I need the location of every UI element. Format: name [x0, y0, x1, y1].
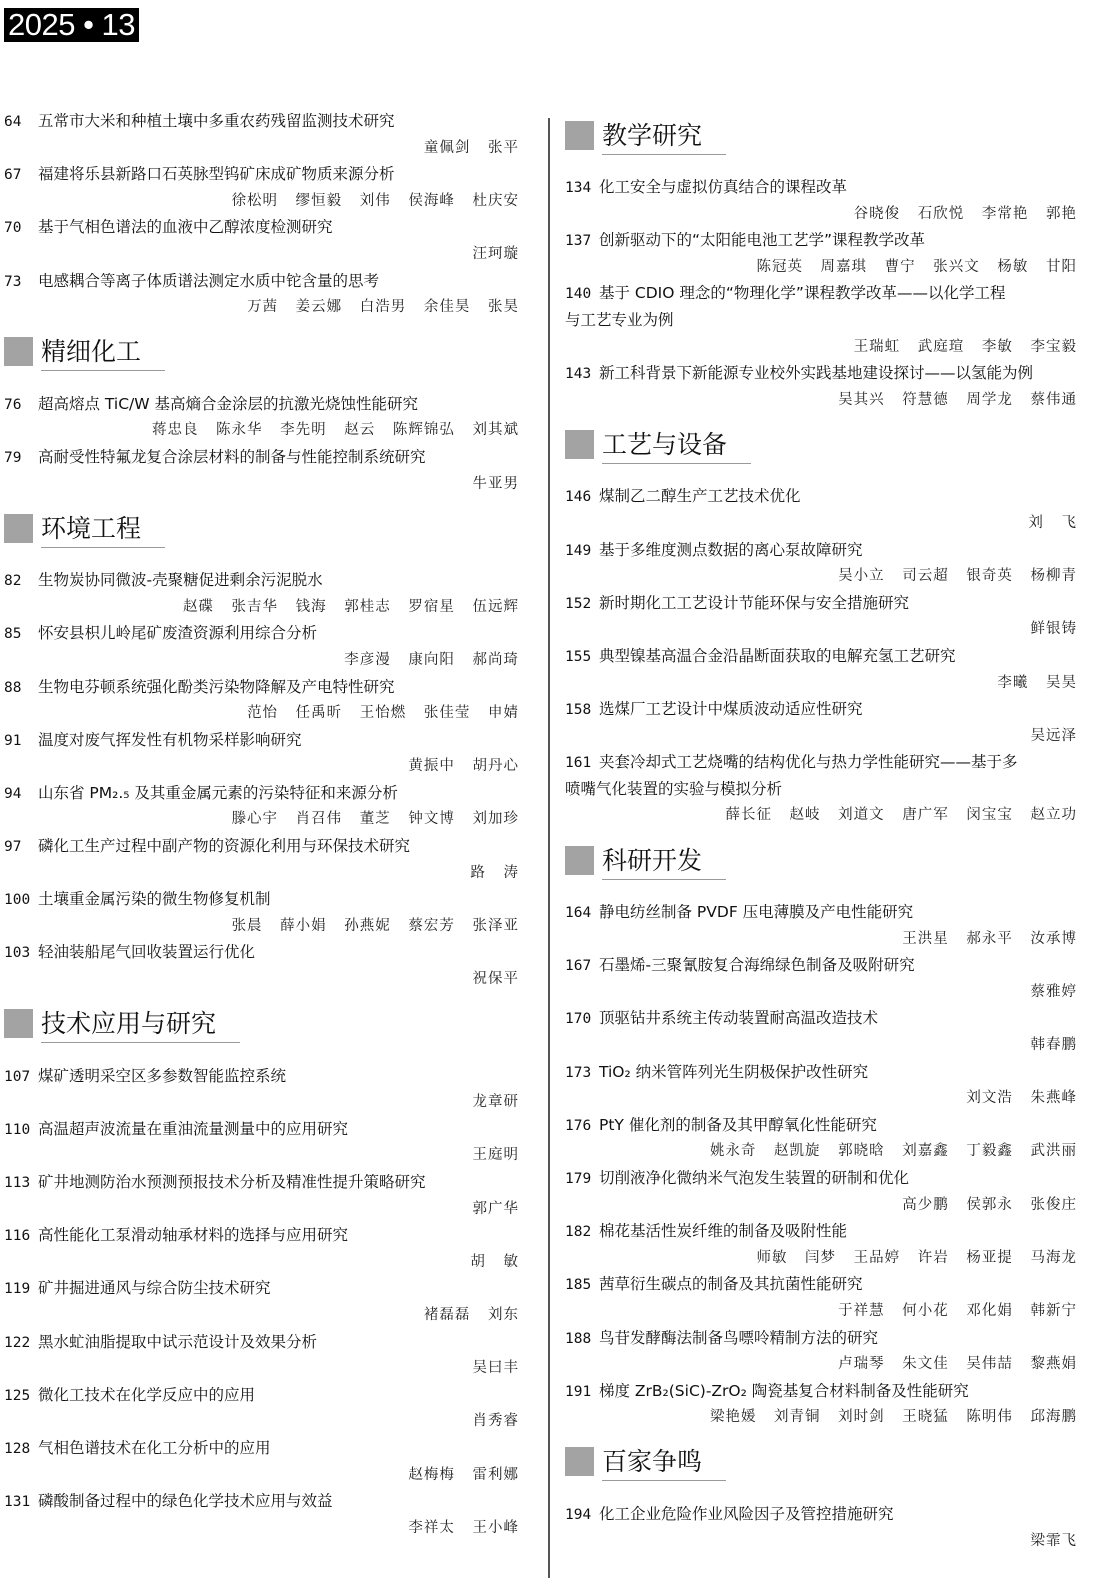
article-title-line: [4, 108, 519, 135]
article-title[interactable]: 高耐受性特氟龙复合涂层材料的制备与性能控制系统研究: [38, 447, 426, 466]
article-authors: 吴其兴 符慧德 周学龙 蔡伟通: [838, 391, 1077, 408]
page-number: 188: [565, 1330, 592, 1347]
article-authors: 吴远泽: [1030, 727, 1077, 744]
article-title[interactable]: 矿井掘进通风与综合防尘技术研究: [38, 1279, 271, 1298]
article-title[interactable]: 电感耦合等离子体质谱法测定水质中铊含量的思考: [38, 271, 380, 290]
section-title: 技术应用与研究: [41, 1004, 240, 1043]
article-title-line: [4, 1382, 519, 1409]
article-authors: 梁艳媛 刘青铜 刘时剑 王晓猛 陈明伟 邱海鹏: [709, 1409, 1077, 1426]
article-title[interactable]: 基于 CDIO 理念的“物理化学”课程教学改革——以化学工程: [599, 284, 1006, 303]
article-title[interactable]: 高性能化工泵滑动轴承材料的选择与应用研究: [38, 1226, 349, 1245]
section-marker: [565, 430, 594, 459]
article-authors: 童佩剑 张平: [423, 139, 519, 156]
article-title[interactable]: 黑水虻油脂提取中试示范设计及效果分析: [38, 1332, 318, 1351]
section-title: 精细化工: [41, 332, 165, 371]
article-title[interactable]: 轻油装船尾气回收装置运行优化: [38, 943, 256, 962]
article-entry[interactable]: [4, 939, 519, 992]
article-title-line: [4, 780, 519, 807]
page-number: 164: [565, 905, 592, 922]
article-title[interactable]: 梯度 ZrB₂(SiC)-ZrO₂ 陶瓷基复合材料制备及性能研究: [599, 1381, 969, 1400]
page-number: 191: [565, 1383, 592, 1400]
article-title[interactable]: PtY 催化剂的制备及其甲醇氧化性能研究: [599, 1115, 877, 1134]
page-number: 79: [4, 449, 22, 466]
article-authors: 刘文浩 朱燕峰: [966, 1090, 1077, 1107]
article-title[interactable]: 化工安全与虚拟仿真结合的课程改革: [599, 178, 848, 196]
article-title-line: [4, 444, 519, 471]
article-authors: 黄振中 胡丹心: [408, 758, 519, 775]
article-title-line: [565, 1165, 1077, 1192]
article-title-line: [4, 1488, 519, 1515]
page-number: 64: [4, 114, 22, 130]
article-title-line: [4, 268, 519, 295]
article-title-line: [4, 727, 519, 754]
article-entry[interactable]: [565, 360, 1077, 413]
section-title: 环境工程: [41, 509, 165, 548]
page-number: 119: [4, 1281, 31, 1298]
article-title-line: [565, 360, 1077, 387]
article-authors: 牛亚男: [472, 475, 519, 492]
article-entry[interactable]: [4, 161, 519, 214]
article-title[interactable]: 顶驱钻井系统主传动装置耐高温改造技术: [599, 1009, 879, 1028]
article-entry[interactable]: [565, 1165, 1077, 1218]
article-authors: 龙章研: [472, 1094, 519, 1111]
section-marker: [565, 846, 594, 875]
article-title[interactable]: 化工企业危险作业风险因子及管控措施研究: [599, 1504, 894, 1523]
article-authors: 梁霏飞: [1030, 1532, 1077, 1549]
article-authors: 姚永奇 赵凯旋 郭晓晗 刘嘉鑫 丁毅鑫 武洪丽: [709, 1143, 1077, 1160]
page-number: 113: [4, 1175, 31, 1191]
article-entry[interactable]: [4, 1116, 519, 1169]
article-authors: 滕心宇 肖召伟 董芝 钟文博 刘加珍: [231, 811, 519, 828]
article-entry[interactable]: [4, 1435, 519, 1488]
article-authors: 徐松明 缪恒毅 刘伟 侯海峰 杜庆安: [231, 192, 519, 209]
article-title[interactable]: 鸟苷发酵酶法制备鸟嘌呤精制方法的研究: [599, 1328, 879, 1347]
article-authors: 薛长征 赵岐 刘道文 唐广军 闵宝宝 赵立功: [725, 807, 1077, 824]
page-number: 155: [565, 648, 592, 665]
article-title[interactable]: 矿井地测防治水预测预报技术分析及精准性提升策略研究: [38, 1173, 426, 1191]
article-entry[interactable]: [565, 952, 1077, 1005]
page-number: 128: [4, 1440, 31, 1457]
article-title[interactable]: 五常市大米和种植土壤中多重农药残留监测技术研究: [38, 112, 395, 130]
article-authors: 李祥太 王小峰: [408, 1519, 519, 1536]
article-title-line: [565, 1112, 1077, 1139]
page-number: 152: [565, 595, 592, 612]
article-title[interactable]: 基于气相色谱法的血液中乙醇浓度检测研究: [38, 218, 333, 237]
page-number: 149: [565, 542, 592, 559]
page-number: 110: [4, 1121, 31, 1138]
page-number: 91: [4, 732, 22, 749]
article-entry[interactable]: [565, 1112, 1077, 1165]
section-header: [4, 993, 519, 1055]
page-number: 94: [4, 785, 22, 802]
section-marker: [4, 514, 33, 543]
right-column: [565, 104, 1077, 1554]
page-number: 100: [4, 892, 31, 909]
article-entry[interactable]: [565, 1218, 1077, 1271]
page-number: 116: [4, 1228, 31, 1245]
article-title[interactable]: 基于多维度测点数据的离心泵故障研究: [599, 540, 863, 559]
article-title-line: [4, 1169, 519, 1196]
article-authors: 鲜银铸: [1030, 621, 1077, 638]
article-entry[interactable]: [4, 1063, 519, 1116]
article-authors: 郭广华: [472, 1200, 519, 1217]
article-title[interactable]: 山东省 PM₂.₅ 及其重金属元素的污染特征和来源分析: [38, 783, 398, 802]
article-authors: 师敏 闫梦 王品婷 许岩 杨亚提 马海龙: [756, 1249, 1077, 1266]
article-title[interactable]: 选煤厂工艺设计中煤质波动适应性研究: [599, 700, 863, 719]
page-number: 70: [4, 220, 22, 237]
article-authors: 刘 飞: [1028, 514, 1077, 531]
article-entry[interactable]: [565, 643, 1077, 696]
article-entry[interactable]: [4, 1329, 519, 1382]
article-title[interactable]: 石墨烯-三聚氰胺复合海绵绿色制备及吸附研究: [599, 956, 915, 975]
article-title-line: [565, 1218, 1077, 1245]
article-title-line: [565, 1271, 1077, 1298]
article-title-line: [4, 1329, 519, 1356]
article-title[interactable]: 温度对废气挥发性有机物采样影响研究: [38, 730, 302, 749]
article-entry[interactable]: [4, 444, 519, 497]
article-authors: 李曦 吴昊: [997, 674, 1077, 691]
page-number: 67: [4, 167, 22, 184]
article-entry[interactable]: [4, 391, 519, 444]
article-entry[interactable]: [4, 108, 519, 161]
article-title-line: [565, 1005, 1077, 1032]
article-entry[interactable]: [565, 749, 1077, 829]
page-number: 140: [565, 286, 592, 303]
article-entry[interactable]: [565, 1501, 1077, 1554]
page-number: 185: [565, 1277, 592, 1294]
article-title-line: [4, 1275, 519, 1302]
article-authors: 范怡 任禹昕 王怡燃 张佳莹 申婧: [247, 705, 519, 722]
page-number: 143: [565, 366, 592, 383]
article-authors: 万茜 姜云娜 白浩男 余佳昊 张昊: [247, 299, 519, 316]
article-title-line: [565, 1325, 1077, 1352]
article-title-line: [4, 1116, 519, 1143]
article-authors: 肖秀睿: [472, 1413, 519, 1430]
page-number: 134: [565, 180, 592, 196]
article-entry[interactable]: [4, 674, 519, 727]
article-entry[interactable]: [565, 899, 1077, 952]
article-authors: 高少鹏 侯郭永 张俊庄: [902, 1196, 1077, 1213]
page-number: 103: [4, 945, 31, 962]
article-title-line: [565, 537, 1077, 564]
page-number: 173: [565, 1064, 592, 1081]
page-number: 137: [565, 233, 592, 250]
article-entry[interactable]: [4, 268, 519, 321]
article-title[interactable]: 新时期化工工艺设计节能环保与安全措施研究: [599, 593, 910, 612]
article-title[interactable]: TiO₂ 纳米管阵列光生阴极保护改性研究: [599, 1062, 869, 1081]
article-authors: 路 涛: [470, 864, 519, 881]
article-entry[interactable]: [565, 483, 1077, 536]
article-entry[interactable]: [565, 280, 1077, 360]
article-authors: 陈冠英 周嘉琪 曹宁 张兴文 杨敏 甘阳: [756, 258, 1077, 275]
article-entry[interactable]: [4, 1488, 519, 1541]
article-entry[interactable]: [565, 1378, 1077, 1431]
article-title-line: [565, 280, 1077, 307]
article-authors: 吴小立 司云超 银奇英 杨柳青: [838, 568, 1077, 585]
page-number: 97: [4, 839, 22, 856]
article-title-line: [4, 620, 519, 647]
article-authors: 韩春鹏: [1030, 1037, 1077, 1054]
article-title[interactable]: 煤矿透明采空区多参数智能监控系统: [38, 1066, 287, 1085]
article-entry[interactable]: [565, 1005, 1077, 1058]
article-entry[interactable]: [4, 214, 519, 267]
article-authors: 汪珂璇: [472, 245, 519, 262]
article-title-line: [565, 174, 1077, 201]
section-marker: [565, 1447, 594, 1476]
article-title[interactable]: 气相色谱技术在化工分析中的应用: [38, 1438, 271, 1457]
page-number: 167: [565, 958, 592, 975]
article-title[interactable]: 高温超声波流量在重油流量测量中的应用研究: [38, 1119, 349, 1138]
article-title-line: [565, 952, 1077, 979]
article-title-line: [565, 643, 1077, 670]
page-number: 161: [565, 755, 592, 772]
article-entry[interactable]: [4, 780, 519, 833]
section-marker: [4, 337, 33, 366]
article-title[interactable]: 典型镍基高温合金沿晶断面获取的电解充氢工艺研究: [599, 646, 956, 665]
article-entry[interactable]: [565, 1059, 1077, 1112]
section-header: [565, 104, 1077, 166]
page-number: 131: [4, 1494, 31, 1511]
article-authors: 李彦漫 康向阳 郝尚琦: [344, 651, 519, 668]
article-title[interactable]: 夹套冷却式工艺烧嘴的结构优化与热力学性能研究——基于多: [599, 753, 1018, 772]
article-title-line: [4, 567, 519, 594]
article-authors: 于祥慧 何小花 邓化娟 韩新宁: [838, 1302, 1077, 1319]
page-number: 179: [565, 1171, 592, 1187]
article-entry[interactable]: [4, 1222, 519, 1275]
page-number: 194: [565, 1506, 592, 1523]
article-entry[interactable]: [565, 174, 1077, 227]
section-header: [4, 497, 519, 559]
article-title-line: [4, 1063, 519, 1090]
article-title-line: [4, 214, 519, 241]
article-title-line: [565, 1501, 1077, 1528]
article-title[interactable]: 生物电芬顿系统强化酚类污染物降解及产电特性研究: [38, 677, 395, 696]
article-title-continued: 与工艺专业为例: [565, 310, 674, 329]
article-title[interactable]: 创新驱动下的“太阳能电池工艺学”课程教学改革: [599, 231, 926, 250]
article-title-line: [4, 886, 519, 913]
article-title-continued: 喷嘴气化装置的实验与模拟分析: [565, 779, 783, 798]
page-number: 176: [565, 1117, 592, 1134]
article-title-line: [4, 1222, 519, 1249]
section-title: 科研开发: [602, 841, 726, 880]
article-title[interactable]: 静电纺丝制备 PVDF 压电薄膜及产电性能研究: [599, 903, 914, 922]
article-title[interactable]: 煤制乙二醇生产工艺技术优化: [599, 487, 801, 506]
article-title[interactable]: 怀安县枳儿岭尾矿废渣资源利用综合分析: [38, 624, 318, 643]
page-number: 107: [4, 1068, 31, 1085]
article-entry[interactable]: [4, 833, 519, 886]
left-column: [4, 108, 519, 1541]
page-number: 73: [4, 273, 22, 290]
article-authors: 张晨 薛小娟 孙燕妮 蔡宏芳 张泽亚: [231, 917, 519, 934]
article-authors: 卢瑞琴 朱文佳 吴伟喆 黎燕娟: [838, 1356, 1077, 1373]
article-title-line: [565, 1059, 1077, 1086]
page-number: 170: [565, 1011, 592, 1028]
column-divider: [548, 118, 550, 1578]
article-title-line: [565, 227, 1077, 254]
article-entry[interactable]: [4, 567, 519, 620]
article-title-line: [565, 749, 1077, 776]
article-title[interactable]: 福建将乐县新路口石英脉型钨矿床成矿物质来源分析: [38, 165, 395, 184]
section-header: [565, 829, 1077, 891]
article-title-line: [4, 939, 519, 966]
article-title[interactable]: 棉花基活性炭纤维的制备及吸附性能: [599, 1222, 848, 1241]
article-title[interactable]: 茜草衍生碳点的制备及其抗菌性能研究: [599, 1275, 863, 1294]
article-authors: 赵梅梅 雷利娜: [408, 1466, 519, 1483]
article-authors: 蒋忠良 陈永华 李先明 赵云 陈辉锦弘 刘其斌: [151, 422, 519, 439]
article-title[interactable]: 土壤重金属污染的微生物修复机制: [38, 890, 271, 909]
article-title[interactable]: 微化工技术在化学反应中的应用: [38, 1385, 256, 1404]
article-title-line: [565, 1378, 1077, 1405]
article-entry[interactable]: [565, 537, 1077, 590]
article-authors: 王庭明: [472, 1147, 519, 1164]
article-authors: 王洪星 郝永平 汝承博: [902, 930, 1077, 947]
section-title: 教学研究: [602, 116, 726, 155]
article-entry[interactable]: [565, 1325, 1077, 1378]
section-title: 百家争鸣: [602, 1442, 726, 1481]
article-title-line: [4, 833, 519, 860]
article-entry[interactable]: [4, 727, 519, 780]
page-number: 122: [4, 1334, 31, 1351]
article-entry[interactable]: [4, 886, 519, 939]
page-number: 85: [4, 626, 22, 643]
article-title[interactable]: 磷酸制备过程中的绿色化学技术应用与效益: [38, 1492, 333, 1511]
page-number: 88: [4, 679, 22, 696]
article-authors: 谷晓俊 石欣悦 李常艳 郭艳: [853, 205, 1077, 222]
article-title-line: [4, 1435, 519, 1462]
article-title[interactable]: 切削液净化微纳米气泡发生装置的研制和优化: [599, 1169, 910, 1187]
section-title: 工艺与设备: [602, 425, 751, 464]
article-title[interactable]: 磷化工生产过程中副产物的资源化利用与环保技术研究: [38, 837, 411, 856]
article-entry[interactable]: [565, 1271, 1077, 1324]
article-title[interactable]: 新工科背景下新能源专业校外实践基地建设探讨——以氢能为例: [599, 364, 1034, 383]
section-marker: [565, 121, 594, 150]
article-authors: 吴曰丰: [472, 1360, 519, 1377]
article-entry[interactable]: [4, 1169, 519, 1222]
article-entry[interactable]: [565, 696, 1077, 749]
section-marker: [4, 1009, 33, 1038]
page-number: 125: [4, 1387, 31, 1404]
article-entry[interactable]: [4, 620, 519, 673]
page-number: 76: [4, 396, 22, 413]
issue-label: 2025 • 13: [4, 8, 139, 42]
article-authors: 赵碟 张吉华 钱海 郭桂志 罗宿星 伍远辉: [182, 598, 519, 615]
article-entry[interactable]: [4, 1275, 519, 1328]
article-title-line: [4, 674, 519, 701]
article-title[interactable]: 超高熔点 TiC/W 基高熵合金涂层的抗激光烧蚀性能研究: [38, 394, 419, 413]
article-entry[interactable]: [4, 1382, 519, 1435]
article-title-line: [4, 391, 519, 418]
page-number: 146: [565, 489, 592, 506]
article-title-line: [565, 590, 1077, 617]
article-title-line: [565, 483, 1077, 510]
article-entry[interactable]: [565, 227, 1077, 280]
article-title[interactable]: 生物炭协同微波-壳聚糖促进剩余污泥脱水: [38, 571, 323, 590]
article-title-line: [565, 696, 1077, 723]
article-entry[interactable]: [565, 590, 1077, 643]
article-authors: 祝保平: [472, 971, 519, 988]
article-authors: 胡 敏: [470, 1253, 519, 1270]
page-number: 158: [565, 702, 592, 719]
page-number: 182: [565, 1224, 592, 1241]
section-header: [565, 413, 1077, 475]
article-title-line: [4, 161, 519, 188]
section-header: [4, 321, 519, 383]
article-authors: 蔡雅婷: [1030, 983, 1077, 1000]
page-number: 82: [4, 573, 22, 590]
article-authors: 褚磊磊 刘东: [423, 1306, 519, 1323]
section-header: [565, 1431, 1077, 1493]
article-authors: 王瑞虹 武庭瑄 李敏 李宝毅: [853, 338, 1077, 355]
article-title-line: [565, 899, 1077, 926]
